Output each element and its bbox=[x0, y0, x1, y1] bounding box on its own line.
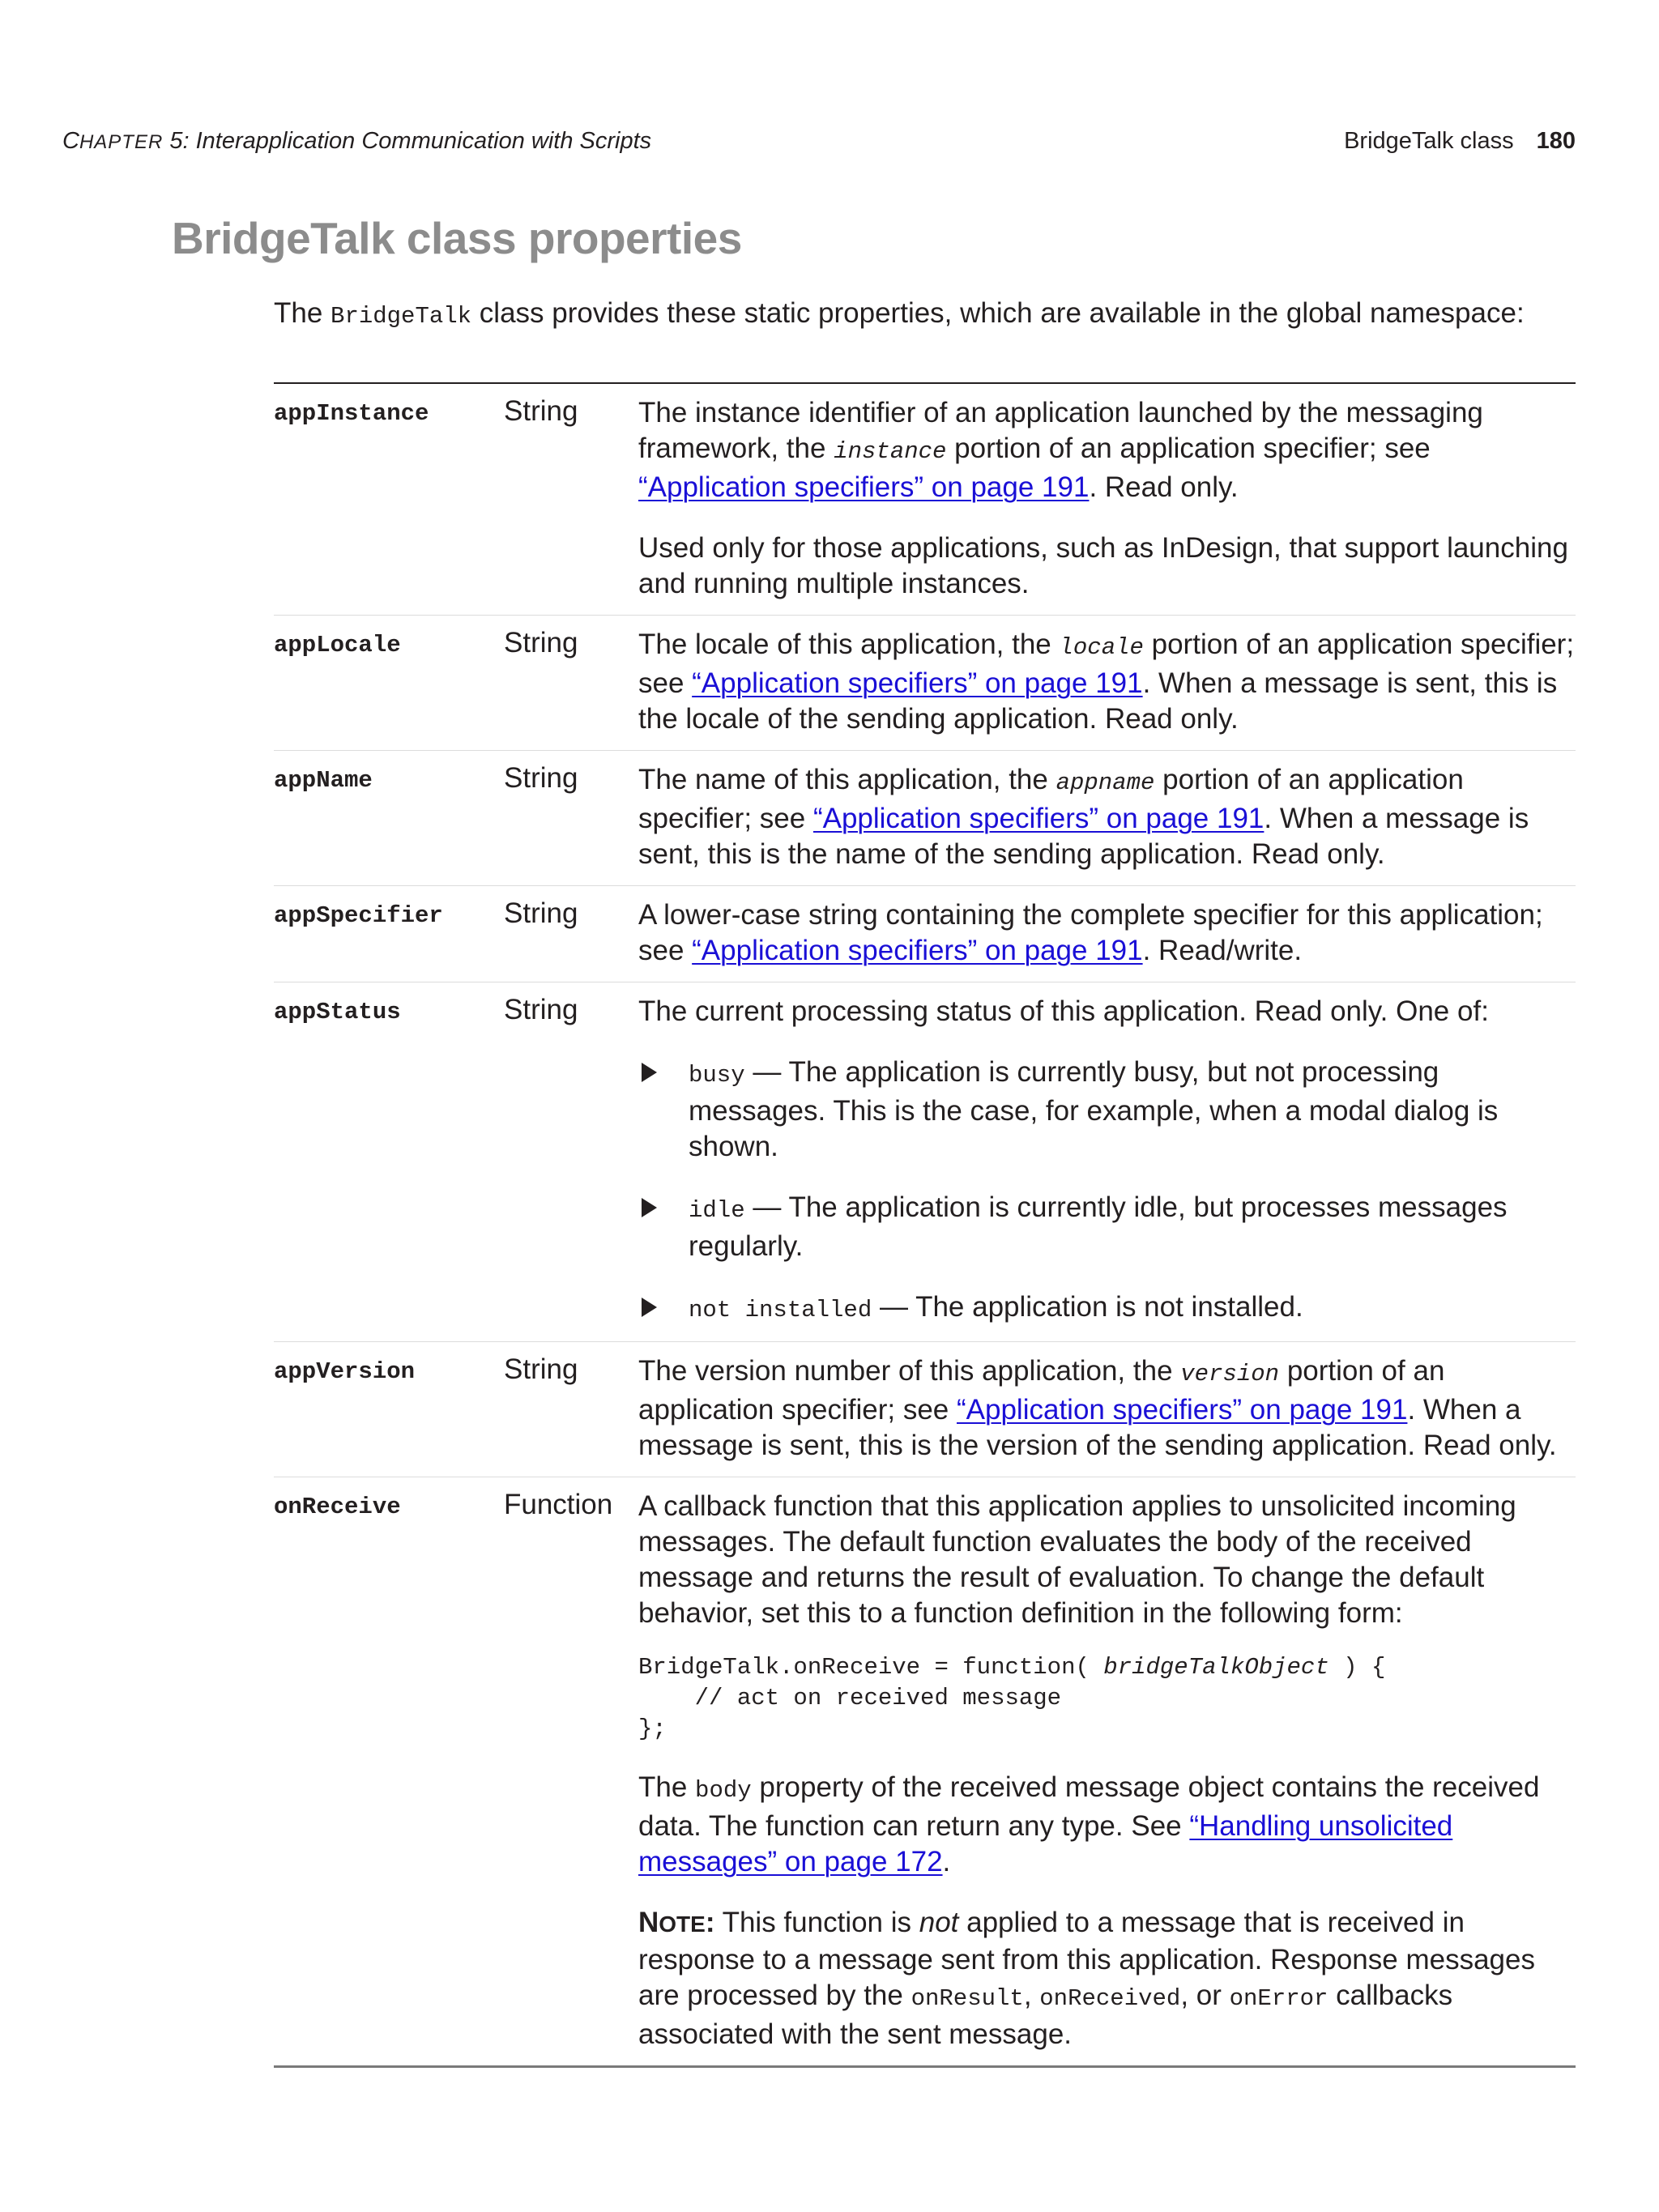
property-type: String bbox=[504, 627, 578, 658]
property-type: String bbox=[504, 762, 578, 794]
bullet-triangle-icon bbox=[642, 1198, 657, 1217]
property-name: appInstance bbox=[274, 400, 429, 427]
property-name: appVersion bbox=[274, 1358, 416, 1385]
table-row bbox=[274, 885, 1576, 982]
property-description: The version number of this application, the version portion of an application specifier; see “Application specifiers” on page 191. When a message is sent, this is the version of the sending application. Read only. bbox=[638, 1355, 1557, 1461]
note-paragraph: NOTE: This function is not applied to a message that is received in response to a message sent from this application. Response messages are processed by the onResult, onReceived, or onError callbacks associated with the sent message. bbox=[638, 1907, 1535, 2050]
bullet-triangle-icon bbox=[642, 1298, 657, 1317]
note-label: NOTE: bbox=[638, 1907, 715, 1938]
property-type: String bbox=[504, 1353, 578, 1385]
application-specifiers-link[interactable]: “Application specifiers” on page 191 bbox=[638, 471, 1090, 503]
property-name: appSpecifier bbox=[274, 902, 443, 929]
handling-unsolicited-messages-link[interactable]: “Handling unsolicited messages” on page 172 bbox=[638, 1810, 1453, 1877]
table-row bbox=[274, 1477, 1576, 2065]
table-row bbox=[274, 750, 1576, 885]
property-name: appName bbox=[274, 767, 373, 794]
property-type: String bbox=[504, 395, 578, 427]
code-sample: BridgeTalk.onReceive = function( bridgeTalkObject ) { // act on received message }; bbox=[638, 1654, 1386, 1742]
table-row bbox=[274, 1341, 1576, 1477]
intro-paragraph: The BridgeTalk class provides these static properties, which are available in the global namespace: bbox=[274, 297, 1525, 330]
section-name: BridgeTalk class bbox=[1344, 128, 1514, 154]
application-specifiers-link[interactable]: “Application specifiers” on page 191 bbox=[692, 667, 1143, 699]
table-row bbox=[274, 615, 1576, 750]
property-description: The instance identifier of an application launched by the messaging framework, the instance portion of an application specifier; see “Application specifiers” on page 191. Read only. Used only for those applications, such as InDesign, that support launching and running multiple instances. bbox=[638, 397, 1568, 599]
inline-code: BridgeTalk bbox=[331, 303, 472, 330]
property-description: The locale of this application, the locale portion of an application specifier; see “Application specifiers” on page 191. When a message is sent, this is the locale of the sending application. Read only. bbox=[638, 629, 1575, 735]
property-description: The current processing status of this application. Read only. One of: busy — The application is currently busy, but not processing messages. This is the case, for example, when a modal dialog is shown. idle — The application is currently idle, but processes messages regularly. not installed — The application is not installed. bbox=[638, 982, 1576, 1341]
application-specifiers-link[interactable]: “Application specifiers” on page 191 bbox=[957, 1394, 1408, 1426]
page-number: 180 bbox=[1536, 128, 1576, 154]
table-row bbox=[274, 982, 1576, 1341]
property-name: onReceive bbox=[274, 1494, 401, 1520]
property-type: Function bbox=[504, 1489, 613, 1520]
property-name: appLocale bbox=[274, 632, 401, 658]
list-item: busy — The application is currently busy, but not processing messages. This is the case, for example, when a modal dialog is shown. bbox=[638, 1055, 1576, 1165]
property-type: String bbox=[504, 994, 578, 1025]
bullet-triangle-icon bbox=[642, 1063, 657, 1082]
properties-table bbox=[274, 382, 1576, 2068]
property-name: appStatus bbox=[274, 999, 401, 1025]
running-header-section bbox=[1344, 128, 1576, 155]
table-row bbox=[274, 384, 1576, 615]
property-description: A lower-case string containing the complete specifier for this application; see “Application specifiers” on page 191. Read/write. bbox=[638, 899, 1543, 966]
property-type: String bbox=[504, 897, 578, 929]
running-header-chapter: CHAPTER 5: Interapplication Communication with Scripts bbox=[62, 128, 652, 154]
list-item: idle — The application is currently idle, but processes messages regularly. bbox=[638, 1190, 1576, 1264]
property-description: A callback function that this application applies to unsolicited incoming messages. The default function evaluates the body of the received message and returns the result of evaluation. To change the default behavior, set this to a function definition in the following form: BridgeTalk.onReceive = function( bridgeTalkObject ) { // act on received message }; The body property of the received message object contains the received data. The function can return any type. See “Handling unsolicited messages” on page 172. NOTE: This function is not applied to a message that is received in response to a message sent from this application. Response messages are processed by the onResult, onReceived, or onError callbacks associated with the sent message. bbox=[638, 1477, 1576, 2065]
application-specifiers-link[interactable]: “Application specifiers” on page 191 bbox=[812, 803, 1265, 834]
application-specifiers-link[interactable]: “Application specifiers” on page 191 bbox=[692, 935, 1143, 966]
list-item: not installed — The application is not installed. bbox=[638, 1289, 1576, 1328]
page-title: BridgeTalk class properties bbox=[172, 213, 742, 263]
property-description: The name of this application, the appname portion of an application specifier; see “Application specifiers” on page 191. When a message is sent, this is the name of the sending application. Read only. bbox=[638, 764, 1529, 870]
